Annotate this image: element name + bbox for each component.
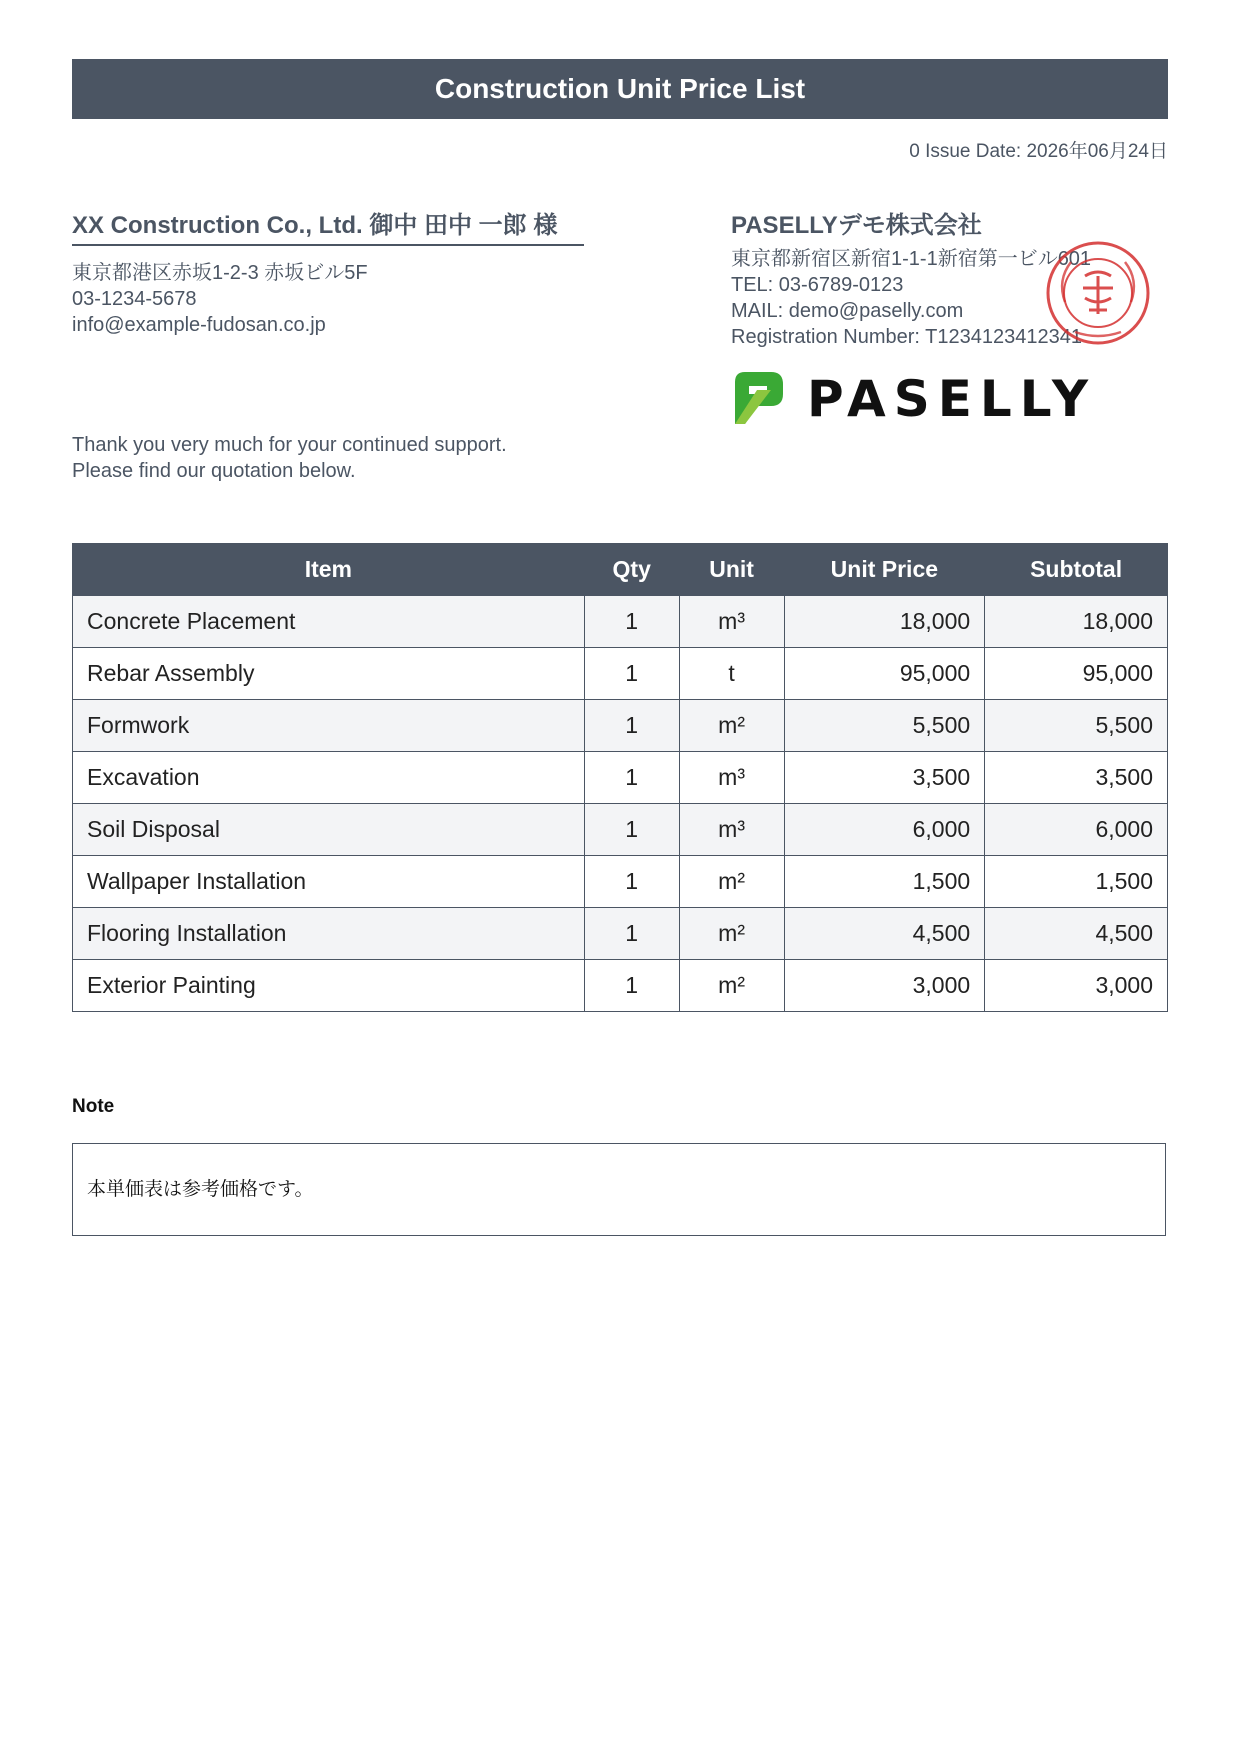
price-table: [72, 543, 1168, 1012]
cell-unit: m²: [679, 908, 784, 960]
cell-item: Wallpaper Installation: [73, 856, 585, 908]
paselly-logo-icon: [731, 368, 787, 428]
cell-qty: 1: [584, 596, 679, 648]
table-row: [73, 700, 1168, 752]
cell-subtotal: 95,000: [985, 648, 1168, 700]
cell-subtotal: 18,000: [985, 596, 1168, 648]
logo-text: PASELLY: [807, 370, 1097, 428]
greeting-line-1: Thank you very much for your continued support.: [72, 434, 507, 456]
cell-unit-price: 3,500: [784, 752, 985, 804]
header-unit-price: Unit Price: [784, 544, 985, 596]
cell-qty: 1: [584, 960, 679, 1012]
cell-unit-price: 18,000: [784, 596, 985, 648]
cell-unit-price: 4,500: [784, 908, 985, 960]
cell-unit: m²: [679, 856, 784, 908]
greeting-line-2: Please find our quotation below.: [72, 460, 356, 482]
cell-unit-price: 6,000: [784, 804, 985, 856]
cell-unit-price: 5,500: [784, 700, 985, 752]
company-seal-icon: [1045, 240, 1151, 346]
table-header-row: [73, 544, 1168, 596]
table-row: [73, 960, 1168, 1012]
company-address: 東京都新宿区新宿1-1-1新宿第一ビル601: [731, 248, 1092, 270]
client-phone: 03-1234-5678: [72, 288, 197, 310]
client-name: XX Construction Co., Ltd. 御中 田中 一郎 様: [72, 212, 584, 246]
cell-unit-price: 1,500: [784, 856, 985, 908]
header-item: Item: [73, 544, 585, 596]
cell-subtotal: 3,000: [985, 960, 1168, 1012]
cell-qty: 1: [584, 908, 679, 960]
cell-item: Formwork: [73, 700, 585, 752]
company-registration: Registration Number: T1234123412341: [731, 326, 1082, 348]
company-tel: TEL: 03-6789-0123: [731, 274, 904, 296]
cell-unit: m³: [679, 596, 784, 648]
cell-item: Flooring Installation: [73, 908, 585, 960]
cell-item: Excavation: [73, 752, 585, 804]
cell-subtotal: 3,500: [985, 752, 1168, 804]
header-unit: Unit: [679, 544, 784, 596]
cell-qty: 1: [584, 804, 679, 856]
cell-subtotal: 1,500: [985, 856, 1168, 908]
cell-subtotal: 6,000: [985, 804, 1168, 856]
cell-unit: m³: [679, 752, 784, 804]
issue-date: 0 Issue Date: 2026年06月24日: [909, 141, 1168, 162]
cell-item: Exterior Painting: [73, 960, 585, 1012]
table-row: [73, 908, 1168, 960]
cell-item: Soil Disposal: [73, 804, 585, 856]
table-row: [73, 596, 1168, 648]
table-row: [73, 648, 1168, 700]
client-email: info@example-fudosan.co.jp: [72, 314, 326, 336]
table-row: [73, 752, 1168, 804]
cell-item: Rebar Assembly: [73, 648, 585, 700]
client-block: [72, 212, 584, 338]
note-text: 本単価表は参考価格です。: [87, 1179, 314, 1200]
company-name: PASELLYデモ株式会社: [731, 212, 982, 239]
cell-qty: 1: [584, 700, 679, 752]
cell-unit: m²: [679, 700, 784, 752]
header-qty: Qty: [584, 544, 679, 596]
header-subtotal: Subtotal: [985, 544, 1168, 596]
company-mail: MAIL: demo@paselly.com: [731, 300, 964, 322]
cell-qty: 1: [584, 648, 679, 700]
note-label: Note: [72, 1096, 115, 1117]
greeting: [72, 432, 507, 484]
cell-qty: 1: [584, 752, 679, 804]
cell-subtotal: 5,500: [985, 700, 1168, 752]
note-box: [72, 1143, 1166, 1236]
cell-qty: 1: [584, 856, 679, 908]
document-title-text: Construction Unit Price List: [434, 73, 806, 104]
table-row: [73, 856, 1168, 908]
client-address: 東京都港区赤坂1-2-3 赤坂ビル5F: [72, 262, 368, 284]
cell-unit: m³: [679, 804, 784, 856]
table-row: [73, 804, 1168, 856]
company-logo: [731, 368, 1097, 430]
cell-unit-price: 95,000: [784, 648, 985, 700]
document-title: [72, 59, 1168, 119]
cell-unit: m²: [679, 960, 784, 1012]
cell-unit: t: [679, 648, 784, 700]
cell-unit-price: 3,000: [784, 960, 985, 1012]
cell-subtotal: 4,500: [985, 908, 1168, 960]
cell-item: Concrete Placement: [73, 596, 585, 648]
